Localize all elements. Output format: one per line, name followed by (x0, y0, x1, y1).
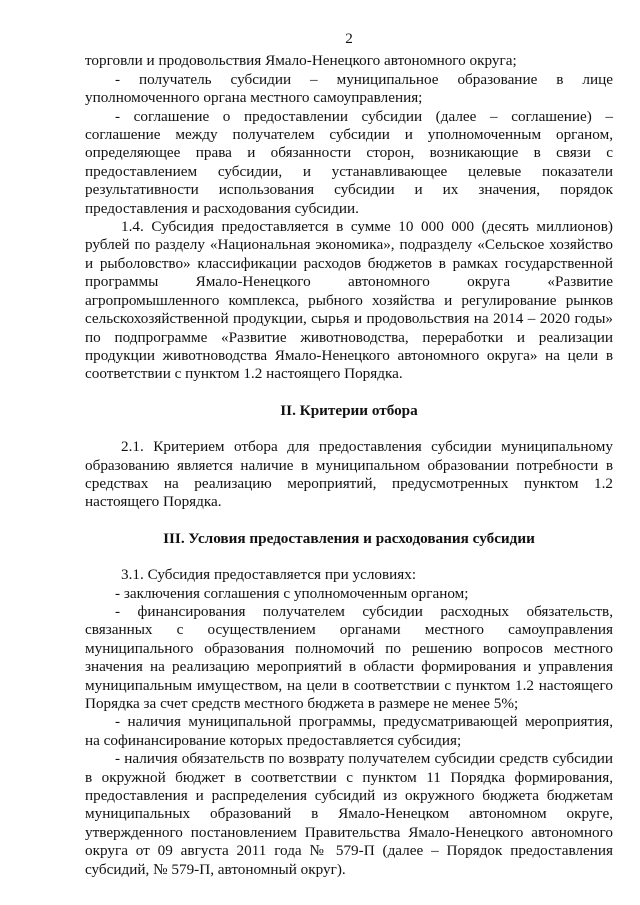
paragraph-3-1: 3.1. Субсидия предоставляется при условиях: (121, 566, 417, 584)
condition-cofinancing: - финансирования получателем субсидии расходных обязательств, связанных с осуществлением органами местного самоуправления муниципального образования полномочий по решению вопросов местного значения на реализацию мероприятий в области формирования и управления муниципальным имуществом, на цели в соответствии с пунктом 1.2 настоящего Порядка за счет средств местного бюджета в размере не менее 5%; (85, 602, 613, 712)
paragraph-2-1: 2.1. Критерием отбора для предоставления субсидии муниципальному образованию является наличие в муниципальном образовании потребности в средствах на реализацию мероприятий, предусмотренных пунктом 1.2 настоящего Порядка. (85, 438, 613, 511)
page-number: 2 (345, 30, 353, 47)
document-page (85, 30, 613, 879)
paragraph-1-4: 1.4. Субсидия предоставляется в сумме 10 000 000 (десять миллионов) рублей по разделу «Национальная экономика», подразделу «Сельское хозяйство и рыболовство» классификации расходов бюджетов в рамках государственной программы Ямало-Ненецкого автономного округа «Развитие агропромышленного комплекса, рыбного хозяйства и регулирование рынков сельскохозяйственной продукции, сырья и продовольствия на 2014 – 2020 годы» по подпрограмме «Развитие животноводства, переработки и реализации продукции животноводства Ямало-Ненецкого автономного округа» на цели в соответствии с пунктом 1.2 настоящего Порядка. (85, 218, 613, 383)
condition-refund-obligation: - наличия обязательств по возврату получателем субсидии средств субсидии в окружной бюджет в соответствии с пунктом 11 Порядка формирования, предоставления и распределения субсидий из окружного бюджета бюджетам муниципальных образований в Ямало-Ненецком автономном округе, утвержденного постановлением Правительства Ямало-Ненецкого автономного округа от 09 августа 2011 года № 579-П (далее – Порядок предоставления субсидий, № 579-П, автономный округ). (85, 750, 613, 878)
section-3-heading: III. Условия предоставления и расходования субсидии (163, 529, 535, 547)
paragraph-recipient-definition: - получатель субсидии – муниципальное образование в лице уполномоченного органа местного самоуправления; (85, 70, 613, 107)
paragraph-continuation: торговли и продовольствия Ямало-Ненецкого автономного округа; (85, 52, 517, 70)
condition-municipal-program: - наличия муниципальной программы, предусматривающей мероприятия, на софинансирование которых предоставляется субсидия; (85, 713, 613, 749)
paragraph-agreement-definition: - соглашение о предоставлении субсидии (далее – соглашение) – соглашение между получателем субсидии и уполномоченным органом, определяющее права и обязанности сторон, возникающие в связи с предоставлением субсидии, и устанавливающее целевые показатели результативности использования субсидии и их значения, порядок предоставления и расходования субсидии. (85, 107, 613, 217)
condition-agreement: - заключения соглашения с уполномоченным органом; (115, 584, 469, 602)
section-2-heading: II. Критерии отбора (280, 401, 418, 419)
